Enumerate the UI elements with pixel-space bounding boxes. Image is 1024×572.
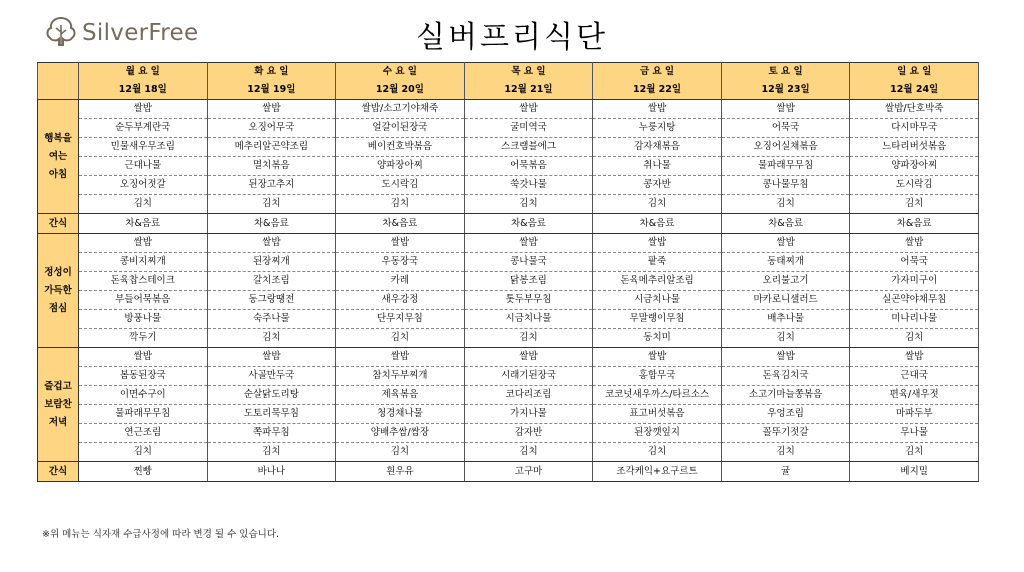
dinner-row bbox=[38, 386, 979, 405]
menu-item: 실곤약야채무침 bbox=[850, 291, 979, 310]
dinner-label bbox=[38, 348, 79, 462]
snack-item: 조각케익+요구르트 bbox=[593, 462, 722, 482]
day-name: 목 요 일 bbox=[464, 63, 593, 82]
menu-item: 순살닭도리탕 bbox=[207, 386, 336, 405]
menu-item: 김치 bbox=[721, 195, 850, 214]
menu-item: 누룽지탕 bbox=[593, 119, 722, 138]
meal-label-line: 점심 bbox=[48, 302, 68, 314]
menu-item: 쑥갓나물 bbox=[464, 176, 593, 195]
menu-item: 순두부계란국 bbox=[79, 119, 208, 138]
menu-item: 카레 bbox=[336, 272, 465, 291]
menu-item: 쌀밥 bbox=[721, 348, 850, 367]
menu-item: 시래기된장국 bbox=[464, 367, 593, 386]
day-date: 12월 22일 bbox=[593, 81, 722, 100]
meal-label-line: 가득한 bbox=[44, 284, 72, 296]
menu-item: 오징어무국 bbox=[207, 119, 336, 138]
breakfast-row bbox=[38, 176, 979, 195]
meal-label-line: 즐겁고 bbox=[44, 380, 72, 392]
menu-item: 쪽파무침 bbox=[207, 424, 336, 443]
menu-item: 쌀밥 bbox=[79, 348, 208, 367]
day-date: 12월 24일 bbox=[850, 81, 979, 100]
day-date: 12월 23일 bbox=[721, 81, 850, 100]
menu-item: 오징어실채볶음 bbox=[721, 138, 850, 157]
menu-item: 쌀밥 bbox=[593, 100, 722, 119]
dinner-row bbox=[38, 367, 979, 386]
dinner-row bbox=[38, 443, 979, 462]
day-name: 월 요 일 bbox=[79, 63, 208, 82]
menu-item: 시금치나물 bbox=[593, 291, 722, 310]
day-date: 12월 19일 bbox=[207, 81, 336, 100]
menu-item: 쌀밥 bbox=[464, 234, 593, 253]
menu-item: 김치 bbox=[464, 329, 593, 348]
menu-item: 마파두부 bbox=[850, 405, 979, 424]
menu-item: 김치 bbox=[593, 443, 722, 462]
menu-item: 김치 bbox=[721, 443, 850, 462]
menu-item: 표고버섯볶음 bbox=[593, 405, 722, 424]
menu-item: 김치 bbox=[207, 443, 336, 462]
menu-item: 돈육메추리알조림 bbox=[593, 272, 722, 291]
menu-item: 갈치조림 bbox=[207, 272, 336, 291]
menu-item: 콩나물무침 bbox=[721, 176, 850, 195]
breakfast-row bbox=[38, 138, 979, 157]
menu-item: 김치 bbox=[336, 195, 465, 214]
day-date: 12월 18일 bbox=[79, 81, 208, 100]
meal-label-line: 아침 bbox=[48, 168, 68, 180]
dinner-row bbox=[38, 424, 979, 443]
menu-item: 배추나물 bbox=[721, 310, 850, 329]
menu-item: 오리불고기 bbox=[721, 272, 850, 291]
menu-item: 마카로니샐러드 bbox=[721, 291, 850, 310]
menu-item: 쌀밥 bbox=[336, 234, 465, 253]
menu-item: 단무지무침 bbox=[336, 310, 465, 329]
menu-item: 쌀밥 bbox=[721, 100, 850, 119]
footnote: ※위 메뉴는 식자재 수급사정에 따라 변경 될 수 있습니다. bbox=[42, 529, 280, 540]
menu-item: 다시마무국 bbox=[850, 119, 979, 138]
lunch-row bbox=[38, 253, 979, 272]
menu-item: 쌀밥 bbox=[464, 100, 593, 119]
lunch-row bbox=[38, 272, 979, 291]
snack1-row bbox=[38, 214, 979, 234]
menu-item: 물파래무무침 bbox=[721, 157, 850, 176]
menu-item: 사골만두국 bbox=[207, 367, 336, 386]
menu-item: 김치 bbox=[721, 329, 850, 348]
meal-label-line: 정성이 bbox=[44, 266, 72, 278]
menu-item: 새우강정 bbox=[336, 291, 465, 310]
snack2-row bbox=[38, 462, 979, 482]
menu-item: 김치 bbox=[593, 195, 722, 214]
day-name: 금 요 일 bbox=[593, 63, 722, 82]
snack-item: 차&음료 bbox=[464, 214, 593, 234]
menu-item: 근대국 bbox=[850, 367, 979, 386]
menu-item: 닭봉조림 bbox=[464, 272, 593, 291]
menu-item: 팥죽 bbox=[593, 253, 722, 272]
dinner-row bbox=[38, 348, 979, 367]
menu-item: 쌀밥/단호박죽 bbox=[850, 100, 979, 119]
day-name: 수 요 일 bbox=[336, 63, 465, 82]
menu-item: 물파래무무침 bbox=[79, 405, 208, 424]
menu-item: 가자미구이 bbox=[850, 272, 979, 291]
menu-item: 쌀밥 bbox=[464, 348, 593, 367]
menu-item: 콩나물국 bbox=[464, 253, 593, 272]
menu-item: 된장고추지 bbox=[207, 176, 336, 195]
menu-item: 스크램블에그 bbox=[464, 138, 593, 157]
menu-item: 어묵볶음 bbox=[464, 157, 593, 176]
lunch-row bbox=[38, 329, 979, 348]
menu-item: 김치 bbox=[79, 443, 208, 462]
page-title: 실버프리식단 bbox=[416, 20, 608, 55]
menu-item: 꼴뚜기젓갈 bbox=[721, 424, 850, 443]
menu-item: 근대나물 bbox=[79, 157, 208, 176]
breakfast-label bbox=[38, 100, 79, 214]
menu-item: 김치 bbox=[336, 329, 465, 348]
menu-item: 무나물 bbox=[850, 424, 979, 443]
menu-item: 톳두부무침 bbox=[464, 291, 593, 310]
snack-item: 차&음료 bbox=[336, 214, 465, 234]
menu-item: 참치두부찌개 bbox=[336, 367, 465, 386]
menu-item: 민물새우무조림 bbox=[79, 138, 208, 157]
menu-item: 쌀밥 bbox=[593, 348, 722, 367]
brand-name: SilverFree bbox=[82, 20, 199, 46]
day-date: 12월 20일 bbox=[336, 81, 465, 100]
menu-item: 시금치나물 bbox=[464, 310, 593, 329]
menu-item: 도토리묵무침 bbox=[207, 405, 336, 424]
breakfast-row bbox=[38, 195, 979, 214]
menu-item: 돈육찹스테이크 bbox=[79, 272, 208, 291]
snack-item: 차&음료 bbox=[850, 214, 979, 234]
menu-item: 김치 bbox=[464, 443, 593, 462]
menu-item: 도시락김 bbox=[850, 176, 979, 195]
snack-item: 흰우유 bbox=[336, 462, 465, 482]
meal-label-line: 저녁 bbox=[48, 416, 68, 428]
menu-item: 쌀밥 bbox=[850, 234, 979, 253]
menu-item: 돈육김치국 bbox=[721, 367, 850, 386]
menu-item: 부들어묵볶음 bbox=[79, 291, 208, 310]
snack-item: 바나나 bbox=[207, 462, 336, 482]
menu-item: 김치 bbox=[850, 329, 979, 348]
menu-item: 편육/새우젓 bbox=[850, 386, 979, 405]
snack-item: 고구마 bbox=[464, 462, 593, 482]
menu-item: 가지나물 bbox=[464, 405, 593, 424]
lunch-row bbox=[38, 291, 979, 310]
snack-item: 베지밀 bbox=[850, 462, 979, 482]
menu-item: 감자채볶음 bbox=[593, 138, 722, 157]
menu-item: 쌀밥 bbox=[207, 348, 336, 367]
menu-item: 김치 bbox=[207, 329, 336, 348]
menu-item: 감자반 bbox=[464, 424, 593, 443]
day-date-row bbox=[38, 81, 979, 100]
meal-label-line: 보람찬 bbox=[44, 398, 72, 410]
corner-cell bbox=[38, 63, 79, 100]
menu-item: 무말랭이무침 bbox=[593, 310, 722, 329]
menu-item: 쌀밥 bbox=[207, 100, 336, 119]
day-name: 화 요 일 bbox=[207, 63, 336, 82]
menu-item: 동치미 bbox=[593, 329, 722, 348]
menu-item: 이면수구이 bbox=[79, 386, 208, 405]
snack-label: 간식 bbox=[38, 462, 79, 482]
menu-item: 김치 bbox=[464, 195, 593, 214]
menu-item: 어묵국 bbox=[721, 119, 850, 138]
menu-item: 멸치볶음 bbox=[207, 157, 336, 176]
meal-plan-table bbox=[37, 62, 979, 482]
menu-item: 취나물 bbox=[593, 157, 722, 176]
menu-item: 청경채나물 bbox=[336, 405, 465, 424]
menu-item: 우엉조림 bbox=[721, 405, 850, 424]
menu-item: 동태찌개 bbox=[721, 253, 850, 272]
day-date: 12월 21일 bbox=[464, 81, 593, 100]
menu-item: 미나리나물 bbox=[850, 310, 979, 329]
menu-item: 봄동된장국 bbox=[79, 367, 208, 386]
snack-item: 차&음료 bbox=[721, 214, 850, 234]
breakfast-row bbox=[38, 119, 979, 138]
snack-item: 차&음료 bbox=[593, 214, 722, 234]
menu-item: 쌀밥 bbox=[207, 234, 336, 253]
menu-item: 도시락김 bbox=[336, 176, 465, 195]
menu-item: 김치 bbox=[850, 443, 979, 462]
snack-item: 차&음료 bbox=[79, 214, 208, 234]
menu-item: 동그랑땡전 bbox=[207, 291, 336, 310]
menu-item: 어묵국 bbox=[850, 253, 979, 272]
menu-item: 쌀밥 bbox=[79, 234, 208, 253]
meal-label-line: 행복을 bbox=[44, 132, 72, 144]
menu-item: 제육볶음 bbox=[336, 386, 465, 405]
breakfast-row bbox=[38, 100, 979, 119]
menu-item: 콩비지찌개 bbox=[79, 253, 208, 272]
menu-item: 홍합무국 bbox=[593, 367, 722, 386]
snack-item: 귤 bbox=[721, 462, 850, 482]
menu-item: 쌀밥 bbox=[79, 100, 208, 119]
menu-item: 양파장아찌 bbox=[850, 157, 979, 176]
menu-item: 코다리조림 bbox=[464, 386, 593, 405]
day-name: 일 요 일 bbox=[850, 63, 979, 82]
menu-item: 소고기마늘쫑볶음 bbox=[721, 386, 850, 405]
lunch-label bbox=[38, 234, 79, 348]
meal-label-line: 여는 bbox=[48, 150, 68, 162]
day-name: 토 요 일 bbox=[721, 63, 850, 82]
menu-item: 느타리버섯볶음 bbox=[850, 138, 979, 157]
breakfast-row bbox=[38, 157, 979, 176]
menu-item: 쌀밥 bbox=[850, 348, 979, 367]
menu-item: 콩자반 bbox=[593, 176, 722, 195]
menu-item: 쌀밥 bbox=[721, 234, 850, 253]
menu-item: 베이컨호박볶음 bbox=[336, 138, 465, 157]
menu-item: 숙주나물 bbox=[207, 310, 336, 329]
menu-item: 양배추쌈/쌈장 bbox=[336, 424, 465, 443]
menu-item: 쌀밥 bbox=[593, 234, 722, 253]
snack-label: 간식 bbox=[38, 214, 79, 234]
menu-item: 된장찌개 bbox=[207, 253, 336, 272]
snack-item: 차&음료 bbox=[207, 214, 336, 234]
menu-item: 방풍나물 bbox=[79, 310, 208, 329]
menu-item: 쌀밥 bbox=[336, 348, 465, 367]
menu-item: 쌀밥/소고기야채죽 bbox=[336, 100, 465, 119]
menu-item: 김치 bbox=[207, 195, 336, 214]
menu-item: 우동장국 bbox=[336, 253, 465, 272]
dinner-row bbox=[38, 405, 979, 424]
menu-item: 깍두기 bbox=[79, 329, 208, 348]
day-name-row bbox=[38, 63, 979, 82]
menu-item: 된장깻잎지 bbox=[593, 424, 722, 443]
menu-item: 얼갈이된장국 bbox=[336, 119, 465, 138]
menu-item: 연근조림 bbox=[79, 424, 208, 443]
menu-item: 김치 bbox=[336, 443, 465, 462]
menu-item: 양파장아찌 bbox=[336, 157, 465, 176]
menu-item: 메추리알곤약조림 bbox=[207, 138, 336, 157]
menu-item: 김치 bbox=[850, 195, 979, 214]
menu-item: 코코넛새우까스/타르소스 bbox=[593, 386, 722, 405]
lunch-row bbox=[38, 310, 979, 329]
menu-item: 오징어젓갈 bbox=[79, 176, 208, 195]
lunch-row bbox=[38, 234, 979, 253]
menu-item: 김치 bbox=[79, 195, 208, 214]
menu-item: 굴미역국 bbox=[464, 119, 593, 138]
snack-item: 찐빵 bbox=[79, 462, 208, 482]
